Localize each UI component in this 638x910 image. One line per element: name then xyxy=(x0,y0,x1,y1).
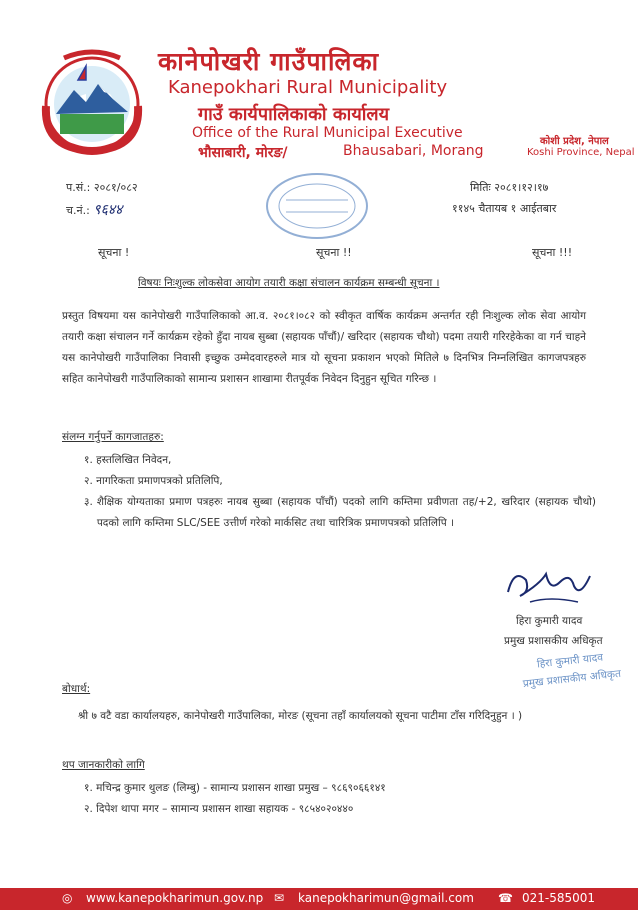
signatory-title: प्रमुख प्रशासकीय अधिकृत xyxy=(504,635,603,647)
signatory-stamp xyxy=(510,646,631,694)
item-text: दिपेश थापा मगर – सामान्य प्रशासन शाखा सहायक - ९८५४०२०४४० xyxy=(96,803,354,815)
item-number: १. xyxy=(84,782,93,794)
globe-icon: ◎ xyxy=(62,891,73,905)
attachment-item-1 xyxy=(84,450,171,471)
cc-heading: बोधार्थ: xyxy=(62,683,91,695)
handwritten-signature xyxy=(500,562,596,612)
municipality-emblem-logo xyxy=(34,44,150,160)
email-link[interactable]: kanepokharimun@gmail.com xyxy=(298,891,474,905)
item-number: १. xyxy=(84,454,93,466)
stamp-line-1: हिरा कुमारी यादव xyxy=(536,651,604,671)
item-text: शैक्षिक योग्यताका प्रमाण पत्रहरुः नायब सुब्बा (सहायक पाँचौं) पदको लागि कम्तिमा प्रवीणता तह/+2, खरिदार (सहायक चौथो) पदको लागि कम्तिमा SLC/SEE उत्तीर्ण गरेको मार्कसिट तथा चारित्रिक प्रमाणपत्रको प्रतिलिपि । xyxy=(96,496,596,529)
province-english: Koshi Province, Nepal xyxy=(527,147,635,158)
item-text: नागरिकता प्रमाणपत्रको प्रतिलिपि, xyxy=(96,475,223,487)
notice-label-3: सूचना !!! xyxy=(532,246,573,259)
more-info-heading: थप जानकारीको लागि xyxy=(62,759,145,771)
office-name-nepali: गाउँ कार्यपालिकाको कार्यालय xyxy=(198,104,390,125)
email-icon: ✉ xyxy=(274,891,285,905)
date-label: मितिः xyxy=(470,181,491,194)
municipality-name-english: Kanepokhari Rural Municipality xyxy=(168,77,448,98)
dispatch-number xyxy=(66,200,122,219)
place-nepali: भौसाबारी, मोरङ/ xyxy=(198,145,288,161)
item-number: २. xyxy=(84,475,93,487)
municipality-name-nepali: कानेपोखरी गाउँपालिका xyxy=(158,47,380,76)
item-number: २. xyxy=(84,803,93,815)
office-name-english: Office of the Rural Municipal Executive xyxy=(192,125,463,141)
notice-body-paragraph: प्रस्तुत विषयमा यस कानेपोखरी गाउँपालिकाको आ.व. २०८१।०८२ को स्वीकृत वार्षिक कार्यक्रम अन्तर्गत रही निःशुल्क लोक सेवा आयोग तयारी कक्षा संचालन गर्ने कार्यक्रम रहेको हुँदा नायब सुब्बा (सहायक पाँचौं)/ खरिदार (सहायक चौथो) पदमा तयारी गरिरहेकेका वा गर्न चाहने यस कानेपोखरी गाउँपालिका निवासी इच्छुक उम्मेदवारहरुले मात्र यो सूचना प्रकाशन भएको मितिले ७ दिनभित्र निम्नलिखित कागजपत्रहरु सहित कानेपोखरी गाउँपालिकाको सामान्य प्रशासन शाखामा रीतपूर्वक निवेदन दिनुहुन सूचित गरिन्छ । xyxy=(62,310,586,385)
reference-value: २०८१/०८२ xyxy=(93,181,138,194)
footer-bar xyxy=(0,888,638,910)
date-line xyxy=(470,180,548,195)
date-stamp-line: ११४५ चैतायब १ आईतबार xyxy=(452,202,557,215)
reference-label: प.सं.: xyxy=(66,181,91,194)
attachments-heading: संलग्न गर्नुपर्ने कागजातहरु: xyxy=(62,431,164,443)
office-stamp xyxy=(262,170,372,242)
phone-icon: ☎ xyxy=(498,891,513,905)
website-link[interactable]: www.kanepokharimun.gov.np xyxy=(86,891,264,905)
contact-item-2 xyxy=(84,802,353,816)
stamp-line-2: प्रमुख प्रशासकीय अधिकृत xyxy=(522,667,622,691)
dispatch-label: च.नं.: xyxy=(66,204,90,217)
place-english: Bhausabari, Morang xyxy=(343,143,484,159)
cc-text: श्री ७ वटै वडा कार्यालयहरु, कानेपोखरी गाउँपालिका, मोरङ (सूचना तहाँ कार्यालयको सूचना पाटीमा टाँस गरिदिनुहुन । ) xyxy=(78,710,523,722)
reference-number xyxy=(66,180,138,195)
attachment-item-2 xyxy=(84,471,223,492)
date-value: २०८१।१२।१७ xyxy=(494,181,549,194)
attachment-item-3 xyxy=(84,492,596,534)
province-nepali: कोशी प्रदेश, नेपाल xyxy=(540,136,609,147)
item-text: हस्तलिखित निवेदन, xyxy=(96,454,172,466)
signatory-name: हिरा कुमारी यादव xyxy=(516,615,583,627)
contact-item-1 xyxy=(84,781,386,795)
dispatch-value: ९६४४ xyxy=(93,202,123,218)
notice-label-2: सूचना !! xyxy=(316,246,352,259)
item-number: ३. xyxy=(84,496,93,508)
subject-line: विषयः निःशुल्क लोकसेवा आयोग तयारी कक्षा संचालन कार्यक्रम सम्बन्धी सूचना । xyxy=(138,277,440,289)
notice-label-1: सूचना ! xyxy=(98,246,130,259)
item-text: मचिन्द्र कुमार थुलङ (लिम्बु) - सामान्य प्रशासन शाखा प्रमुख – ९८६९०६६१४१ xyxy=(96,782,386,794)
phone-number: 021-585001 xyxy=(522,891,596,905)
